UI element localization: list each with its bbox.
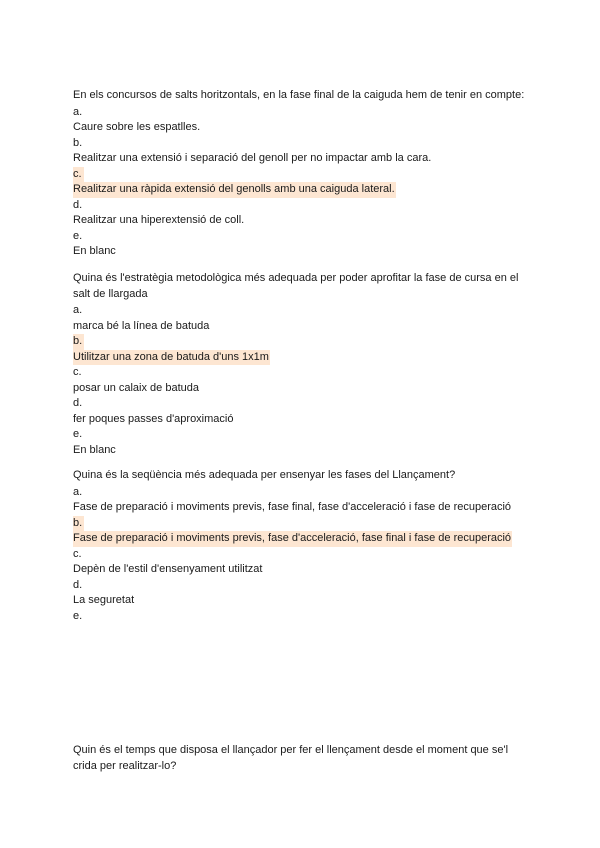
option-text: Realitzar una hiperextensió de coll. [73, 214, 245, 226]
option-letter: d. [73, 578, 83, 591]
option-text: Fase de preparació i moviments previs, fase final, fase d'acceleració i fase de recuperació [73, 501, 512, 513]
option-letter-highlighted: b. [73, 334, 528, 350]
option-text-highlighted: Realitzar una ràpida extensió del genolls amb una caiguda lateral. [73, 182, 533, 198]
option-text-highlighted: Utilitzar una zona de batuda d'uns 1x1m [73, 350, 528, 366]
option-text: En blanc [73, 443, 116, 456]
question-text: En els concursos de salts horitzontals, en la fase final de la caiguda hem de tenir en compte: [73, 89, 525, 101]
option-text: Caure sobre les espatlles. [73, 121, 201, 133]
option-letter: a. [73, 304, 83, 316]
option-letter-highlighted: c. [73, 167, 533, 183]
option-letter: d. [73, 198, 83, 211]
option-text: En blanc [73, 245, 116, 257]
question-text: Quina és la seqüència més adequada per ensenyar les fases del Llançament? [73, 469, 456, 481]
question-text: Quin és el temps que disposa el llançador per fer el llençament desde el moment que se'l crida per realitzar-lo? [73, 744, 509, 772]
option-letter: e. [73, 229, 83, 242]
option-letter: a. [73, 485, 83, 498]
option-letter: e. [73, 428, 83, 440]
option-text-highlighted: Fase de preparació i moviments previs, fase d'acceleració, fase final i fase de recuperació [73, 531, 533, 547]
option-text: posar un calaix de batuda [73, 381, 199, 394]
option-letter: d. [73, 397, 83, 409]
question-2 [73, 271, 528, 458]
option-text: La seguretat [73, 594, 135, 606]
option-text: marca bé la línea de batuda [73, 319, 210, 332]
option-letter: c. [73, 366, 82, 378]
option-letter: e. [73, 609, 83, 622]
option-letter: b. [73, 136, 83, 149]
option-letter: c. [73, 547, 82, 560]
question-4 [73, 743, 528, 775]
option-text: fer poques passes d'aproximació [73, 412, 234, 425]
option-text: Depèn de l'estil d'ensenyament utilitzat [73, 563, 263, 575]
question-text: Quina és l'estratègia metodològica més adequada per poder aprofitar la fase de cursa en el salt de llargada [73, 272, 519, 300]
option-letter: a. [73, 105, 83, 118]
option-text: Realitzar una extensió i separació del genoll per no impactar amb la cara. [73, 152, 432, 164]
question-1 [73, 88, 533, 260]
question-3 [73, 468, 533, 624]
option-letter-highlighted: b. [73, 516, 533, 532]
